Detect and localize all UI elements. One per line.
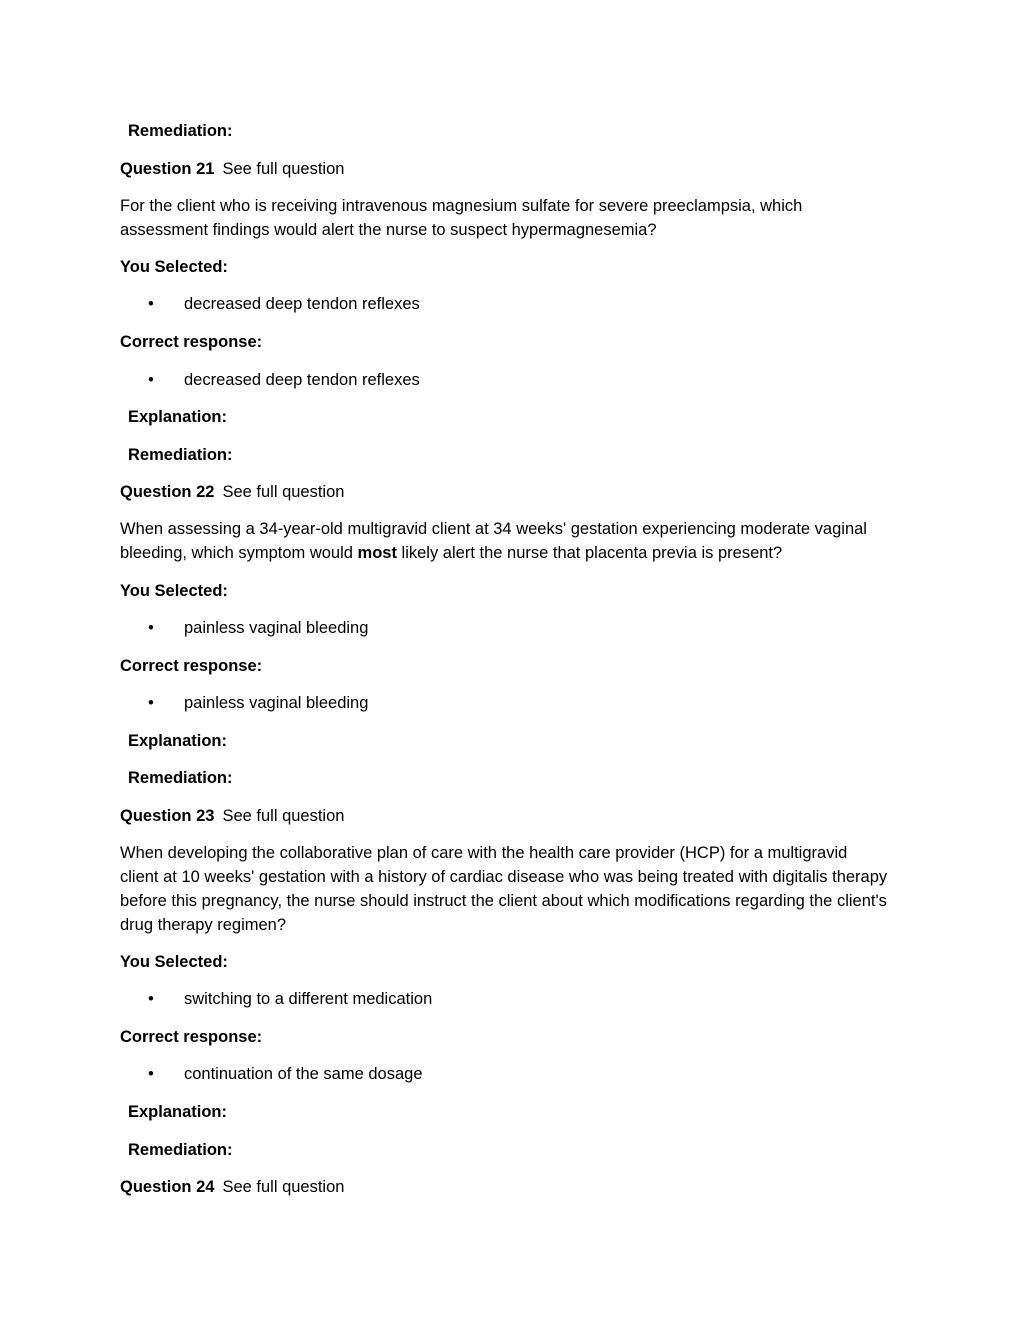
- bullet-icon: •: [148, 371, 154, 389]
- see-full-question-link[interactable]: See full question: [222, 483, 345, 501]
- question-header: [120, 806, 344, 826]
- question-text-part: likely alert the nurse that placenta previa is present?: [396, 544, 783, 562]
- see-full-question-link[interactable]: See full question: [222, 160, 345, 178]
- correct-response-label: Correct response:: [120, 333, 263, 351]
- question-text-emphasis: most: [357, 544, 397, 562]
- selected-answer-text: painless vaginal bleeding: [184, 619, 369, 637]
- question-header: [120, 159, 344, 179]
- bullet-icon: •: [148, 694, 154, 712]
- remediation-label: Remediation:: [128, 446, 233, 464]
- question-number: Question 24: [120, 1178, 215, 1196]
- you-selected-label: You Selected:: [120, 258, 228, 276]
- selected-answer-text: decreased deep tendon reflexes: [184, 295, 420, 313]
- explanation-label: Explanation:: [128, 408, 228, 426]
- explanation-label: Explanation:: [128, 1103, 228, 1121]
- you-selected-label: You Selected:: [120, 582, 228, 600]
- you-selected-label: You Selected:: [120, 953, 228, 971]
- remediation-label: Remediation:: [128, 122, 233, 140]
- question-number: Question 21: [120, 160, 215, 178]
- question-header: [120, 482, 344, 502]
- correct-response-label: Correct response:: [120, 657, 263, 675]
- bullet-icon: •: [148, 990, 154, 1008]
- see-full-question-link[interactable]: See full question: [222, 1178, 345, 1196]
- see-full-question-link[interactable]: See full question: [222, 807, 345, 825]
- bullet-icon: •: [148, 619, 154, 637]
- selected-answer-text: switching to a different medication: [184, 990, 433, 1008]
- correct-answer-text: decreased deep tendon reflexes: [184, 371, 420, 389]
- explanation-label: Explanation:: [128, 732, 228, 750]
- bullet-icon: •: [148, 1065, 154, 1083]
- remediation-label: Remediation:: [128, 769, 233, 787]
- correct-response-label: Correct response:: [120, 1028, 263, 1046]
- question-header: [120, 1177, 344, 1197]
- correct-answer-text: painless vaginal bleeding: [184, 694, 369, 712]
- question-number: Question 22: [120, 483, 215, 501]
- question-text-part: When assessing a 34-year-old multigravid client at 34 weeks' gestation experiencing moderate vaginal bleeding, which symptom would: [120, 520, 867, 562]
- correct-answer-text: continuation of the same dosage: [184, 1065, 423, 1083]
- question-text: For the client who is receiving intravenous magnesium sulfate for severe preeclampsia, which assessment findings would alert the nurse to suspect hypermagnesemia?: [120, 197, 803, 239]
- question-text: [120, 517, 890, 565]
- question-number: Question 23: [120, 807, 215, 825]
- bullet-icon: •: [148, 295, 154, 313]
- question-text: When developing the collaborative plan of care with the health care provider (HCP) for a multigravid client at 10 weeks' gestation with a history of cardiac disease who was being treated with digitalis therapy before this pregnancy, the nurse should instruct the client about which modifications regarding the client's drug therapy regimen?: [120, 844, 888, 934]
- remediation-label: Remediation:: [128, 1141, 233, 1159]
